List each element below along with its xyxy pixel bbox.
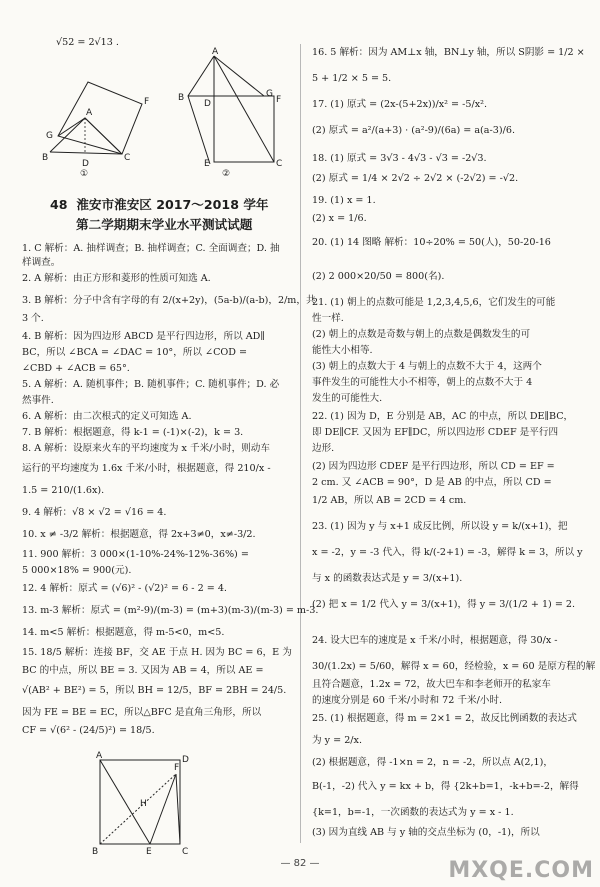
right-answer-line: 能性大小相等. [312, 345, 373, 356]
fig1-caption: ① [80, 169, 89, 179]
left-answer-line: 7. B 解析：根据题意，得 k-1 = (-1)×(-2)，k = 3. [22, 427, 244, 438]
right-answer-line: (2) 2 000×20/50 = 800(名). [312, 271, 445, 282]
title-line-2: 第二学期期末学业水平测试试题 [76, 217, 253, 232]
section-header [50, 194, 269, 213]
right-answer-line: 23. (1) 因为 y 与 x+1 成反比例，所以设 y = k/(x+1)，把 [312, 521, 568, 532]
left-answer-line: √(AB² + BE²) = 5，所以 BH = 12/5，BF = 2BH = 24/5. [22, 685, 287, 696]
left-answer-line: 13. m-3 解析：原式 = (m²-9)/(m-3) = (m+3)(m-3)/(m-3) = m-3. [22, 605, 319, 616]
right-answer-line: B(-1，-2) 代入 y = kx + b，得 {2k+b=1，-k+b=-2，解得 [312, 781, 579, 792]
left-answer-line: 5 000×18% = 900(元). [22, 565, 132, 576]
left-answer-line: 4. B 解析：因为四边形 ABCD 是平行四边形，所以 AD∥ [22, 331, 265, 342]
right-answer-line: (2) 原式 = 1/4 × 2√2 ÷ 2√2 × (-2√2) = -√2. [312, 173, 519, 184]
right-answer-line: 19. (1) x = 1. [312, 195, 376, 206]
right-answer-line: 20. (1) 14 图略 解析：10÷20% = 50(人)，50-20-16 [312, 237, 551, 248]
fig1-label-b: B [42, 153, 49, 163]
section-number: 48 [50, 197, 68, 212]
right-answer-line: 性一样. [312, 313, 344, 324]
fig3-label-h: H [140, 799, 147, 809]
left-answer-line: 15. 18/5 解析：连接 BF，交 AE 于点 H. 因为 BC = 6，E 为 [22, 647, 292, 658]
fig3-label-a: A [96, 751, 103, 761]
right-answer-line: 18. (1) 原式 = 3√3 - 4√3 - √3 = -2√3. [312, 153, 487, 164]
fig3-label-e: E [146, 847, 152, 857]
left-answer-line: 11. 900 解析：3 000×(1-10%-24%-12%-36%) = [22, 549, 249, 560]
watermark-logo: MXQE.COM [448, 858, 594, 883]
right-answer-line: 为 y = 2/x. [312, 735, 362, 746]
fig1-label-a: A [86, 108, 93, 118]
right-answer-line: 与 x 的函数表达式是 y = 3/(x+1). [312, 573, 463, 584]
title-line-1: 淮安市淮安区 2017～2018 学年 [76, 197, 269, 212]
right-answer-line: (3) 朝上的点数大于 4 与朝上的点数不大于 4，这两个 [312, 361, 542, 372]
fig2-label-f: F [276, 95, 282, 105]
left-answer-line: 运行的平均速度为 1.6x 千米/小时，根据题意，得 210/x - [22, 463, 271, 474]
left-answer-line: 1. C 解析：A. 抽样调查；B. 抽样调查；C. 全面调查；D. 抽 [22, 243, 280, 254]
right-answer-line: 即 DE∥CF. 又因为 EF∥DC，所以四边形 CDEF 是平行四 [312, 427, 559, 438]
left-answer-line: 然事件. [22, 395, 54, 406]
right-answer-line: 30/(1.2x) = 5/60，解得 x = 60，经检验，x = 60 是原方程的解 [312, 661, 596, 672]
fig3-label-c: C [182, 847, 189, 857]
left-answer-line: 6. A 解析：由二次根式的定义可知选 A. [22, 411, 192, 422]
left-answer-line: 14. m<5 解析：根据题意，得 m-5<0，m<5. [22, 627, 225, 638]
left-answer-line: 因为 FE = BE = EC，所以△BFC 是直角三角形，所以 [22, 707, 262, 718]
fig3-label-d: D [182, 755, 189, 765]
fig2-label-g: G [266, 89, 273, 99]
left-answer-line: 12. 4 解析：原式 = (√6)² - (√2)² = 6 - 2 = 4. [22, 583, 227, 594]
fig1-label-d: D [82, 159, 89, 169]
right-answer-line: 22. (1) 因为 D，E 分别是 AB，AC 的中点，所以 DE∥BC， [312, 411, 574, 422]
left-answer-line: 3 个. [22, 313, 44, 324]
left-answer-line: ∠CBD + ∠ACB = 65°. [22, 363, 130, 374]
fig2-caption: ② [222, 169, 231, 179]
fig2-label-e: E [204, 159, 210, 169]
fig3-label-f: F [174, 763, 180, 773]
right-answer-line: (2) 因为四边形 CDEF 是平行四边形，所以 CD = EF = [312, 461, 555, 472]
right-answer-line: 发生的可能性大. [312, 393, 383, 404]
right-answer-line: 事件发生的可能性大小不相等，朝上的点数不大于 4 [312, 377, 533, 388]
right-answer-line: 1/2 AB，所以 AB = 2CD = 4 cm. [312, 495, 467, 506]
page-number: — 82 — [280, 858, 320, 869]
right-answer-line: 2 cm. 又 ∠ACB = 90°，D 是 AB 的中点，所以 CD = [312, 477, 552, 488]
fig2-label-d: D [204, 99, 211, 109]
fig1-label-c: C [124, 153, 131, 163]
right-answer-line: 24. 设大巴车的速度是 x 千米/小时，根据题意，得 30/x - [312, 635, 558, 646]
right-answer-line: 边形. [312, 443, 335, 454]
right-answer-line: (2) 朝上的点数是奇数与朝上的点数是偶数发生的可 [312, 329, 531, 340]
right-answer-line: 16. 5 解析：因为 AM⊥x 轴，BN⊥y 轴，所以 S阴影 = 1/2 × [312, 47, 585, 58]
right-answer-line: 的速度分别是 60 千米/小时和 72 千米/小时. [312, 695, 503, 706]
fig2-label-a: A [212, 47, 219, 57]
right-answer-line: 21. (1) 朝上的点数可能是 1,2,3,4,5,6，它们发生的可能 [312, 297, 556, 308]
right-answer-line: (2) x = 1/6. [312, 213, 367, 224]
fig3-label-b: B [92, 847, 99, 857]
left-answer-line: CF = √(6² - (24/5)²) = 18/5. [22, 725, 155, 736]
fig2-label-c: C [276, 159, 283, 169]
right-answer-line: 且符合题意，1.2x = 72，故大巴车和李老师开的私家车 [312, 679, 551, 690]
top-line: √52 = 2√13 . [56, 37, 119, 48]
right-answer-line: 17. (1) 原式 = (2x-(5+2x))/x² = -5/x². [312, 99, 487, 110]
geometry-figure-1 [0, 46, 300, 196]
fig2-label-b: B [178, 93, 185, 103]
right-answer-line: (2) 原式 = a²/(a+3) · (a²-9)/(6a) = a(a-3)/6. [312, 125, 515, 136]
left-answer-line: BC，所以 ∠BCA = ∠DAC = 10°，所以 ∠COD = [22, 347, 248, 358]
right-answer-line: 5 + 1/2 × 5 = 5. [312, 73, 392, 84]
right-answer-line: (2) 把 x = 1/2 代入 y = 3/(x+1)，得 y = 3/(1/2 + 1) = 2. [312, 599, 576, 610]
left-answer-line: 2. A 解析：由正方形和菱形的性质可知选 A. [22, 273, 211, 284]
fig1-label-g: G [46, 131, 53, 141]
right-column [300, 0, 600, 887]
right-answer-line: (3) 因为直线 AB 与 y 轴的交点坐标为 (0，-1)，所以 [312, 827, 540, 838]
right-answer-line: (2) 根据题意，得 -1×n = 2，n = -2，所以点 A(2,1)， [312, 757, 554, 768]
left-answer-line: 9. 4 解析：√8 × √2 = √16 = 4. [22, 507, 167, 518]
left-answer-line: 5. A 解析：A. 随机事件；B. 随机事件；C. 随机事件；D. 必 [22, 379, 280, 390]
geometry-figure-3 [0, 748, 300, 860]
right-answer-line: 25. (1) 根据题意，得 m = 2×1 = 2，故反比例函数的表达式 [312, 713, 577, 724]
fig1-label-f: F [144, 97, 150, 107]
left-answer-line: 3. B 解析：分子中含有字母的有 2/(x+2y)，(5a-b)/(a-b)，2/m，共 [22, 295, 316, 306]
left-answer-line: 样调查。 [22, 257, 61, 268]
left-answer-line: 10. x ≠ -3/2 解析：根据题意，得 2x+3≠0，x≠-3/2. [22, 529, 256, 540]
left-answer-line: BC 的中点，所以 BE = 3. 又因为 AB = 4，所以 AE = [22, 665, 264, 676]
left-answer-line: 8. A 解析：设原来火车的平均速度为 x 千米/小时，则动车 [22, 443, 270, 454]
left-answer-line: 1.5 = 210/(1.6x). [22, 485, 105, 496]
right-answer-line: {k=1，b=-1，一次函数的表达式为 y = x - 1. [312, 807, 514, 818]
right-answer-line: x = -2，y = -3 代入，得 k/(-2+1) = -3，解得 k = 3，所以 y [312, 547, 583, 558]
